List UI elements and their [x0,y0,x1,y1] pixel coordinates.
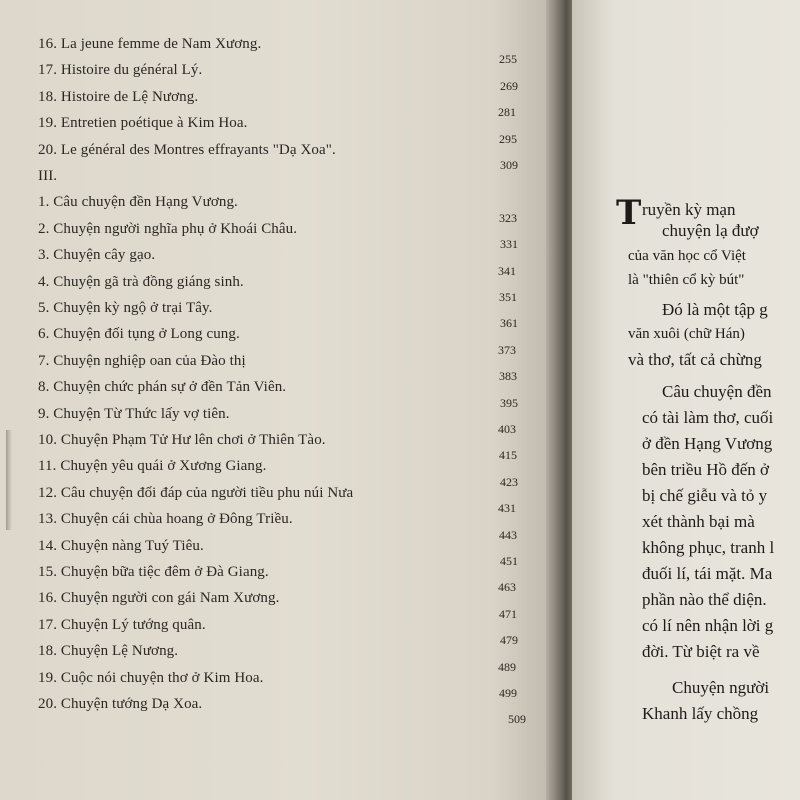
toc-entry: 17. Chuyện Lý tướng quân. [38,616,206,633]
toc-entry: 18. Histoire de Lệ Nương. [38,88,199,105]
body-text-line: phần nào thể diện. [642,590,767,609]
toc-page-number: 295 [499,131,517,146]
toc-entry: 20. Chuyện tướng Dạ Xoa. [38,696,203,712]
toc-entry: 13. Chuyện cái chùa hoang ở Đông Triều. [38,511,293,528]
toc-page-number: 489 [498,659,516,674]
body-text-line: Câu chuyện đền [662,382,772,401]
toc-entry: 18. Chuyện Lệ Nương. [38,643,179,660]
toc-page-number: 269 [500,78,518,93]
body-text-line: Chuyện người [672,678,770,697]
toc-entry: 20. Le général des Montres effrayants "Dạ Xoa". [38,141,336,158]
body-text-line: có tài làm thơ, cuối [642,408,774,427]
toc-page-number: 383 [499,369,517,384]
toc-entry: 3. Chuyện cây gạo. [38,247,156,264]
body-text-line: của văn học cổ Việt [628,248,746,264]
toc-entry: 10. Chuyện Phạm Tử Hư lên chơi ở Thiên Tào. [38,432,326,448]
toc-entry: 7. Chuyện nghiệp oan của Đào thị [38,352,246,369]
toc-entry: 9. Chuyện Từ Thức lấy vợ tiên. [38,405,230,422]
body-text-line: bị chế giễu và tỏ y [642,486,768,505]
toc-entry: 16. Chuyện người con gái Nam Xương. [38,590,280,607]
toc-page-number: 281 [498,105,516,120]
toc-entry: 1. Câu chuyện đền Hạng Vương. [38,194,238,211]
body-text-line: chuyện lạ đượ [662,221,759,240]
toc-entry: 2. Chuyện người nghĩa phụ ở Khoái Châu. [38,220,298,237]
toc-entry: 14. Chuyện nàng Tuý Tiêu. [38,537,204,554]
drop-cap: T [616,193,642,233]
toc-entry: 6. Chuyện đối tụng ở Long cung. [38,326,240,343]
toc-page-number: 499 [499,686,517,700]
toc-entry: 8. Chuyện chức phán sự ở đền Tản Viên. [38,379,287,396]
right-page [572,0,800,800]
toc-page-number: 479 [500,633,518,648]
toc-page-number: 443 [499,527,517,542]
toc-entry: 19. Cuộc nói chuyện thơ ở Kim Hoa. [38,669,264,686]
toc-page-number: 309 [500,158,518,172]
toc-page-number: 351 [499,290,517,304]
toc-entry: 12. Câu chuyện đối đáp của người tiều phu núi Nưa [38,484,354,501]
body-text-line: và thơ, tất cả chừng [628,350,762,369]
toc-entry: 19. Entretien poétique à Kim Hoa. [38,115,248,132]
body-text-line: văn xuôi (chữ Hán) [628,326,745,342]
body-text-line: bên triều Hồ đến ở [642,460,770,479]
toc-page-number: 395 [500,395,518,410]
toc-entry: 5. Chuyện kỳ ngộ ở trại Tây. [38,300,213,316]
body-text-line: có lí nên nhận lời g [642,616,774,635]
toc-entry: 11. Chuyện yêu quái ở Xương Giang. [38,458,267,475]
toc-entry: III. [38,168,58,184]
body-text-line: xét thành bại mà [642,512,755,531]
toc-page-number: 463 [498,580,516,595]
body-text-line: không phục, tranh l [642,538,775,557]
toc-entry: 4. Chuyện gã trà đồng giáng sinh. [38,273,244,290]
toc-page-number: 341 [498,263,516,278]
toc-page-number: 451 [500,554,518,568]
body-text-line: ruyền kỳ mạn [642,200,736,219]
toc-page-number: 323 [499,210,517,225]
toc-page-number: 509 [508,712,526,727]
toc-page-number: 255 [499,52,517,67]
toc-page-number: 331 [500,237,518,252]
body-text-line: là "thiên cổ kỳ bút" [628,272,745,288]
body-text-line: Đó là một tập g [662,300,768,319]
body-text-line: đuối lí, tái mặt. Ma [642,564,773,583]
toc-page-number: 403 [498,422,516,436]
body-text-line: Khanh lấy chồng [642,704,759,723]
body-text-line: đời. Từ biệt ra về [642,642,760,661]
toc-entry: 15. Chuyện bữa tiệc đêm ở Đà Giang. [38,564,269,580]
toc-page-number: 361 [500,316,518,331]
toc-page-number: 415 [499,448,517,463]
toc-entry: 16. La jeune femme de Nam Xương. [38,36,262,52]
toc-page-number: 423 [500,474,518,489]
toc-page-number: 373 [498,342,516,357]
toc-page-number: 431 [498,501,516,516]
body-text-line: ở đền Hạng Vương [642,434,773,453]
page-crease [6,430,12,530]
toc-entry: 17. Histoire du général Lý. [38,62,203,79]
toc-page-number: 471 [499,606,517,621]
